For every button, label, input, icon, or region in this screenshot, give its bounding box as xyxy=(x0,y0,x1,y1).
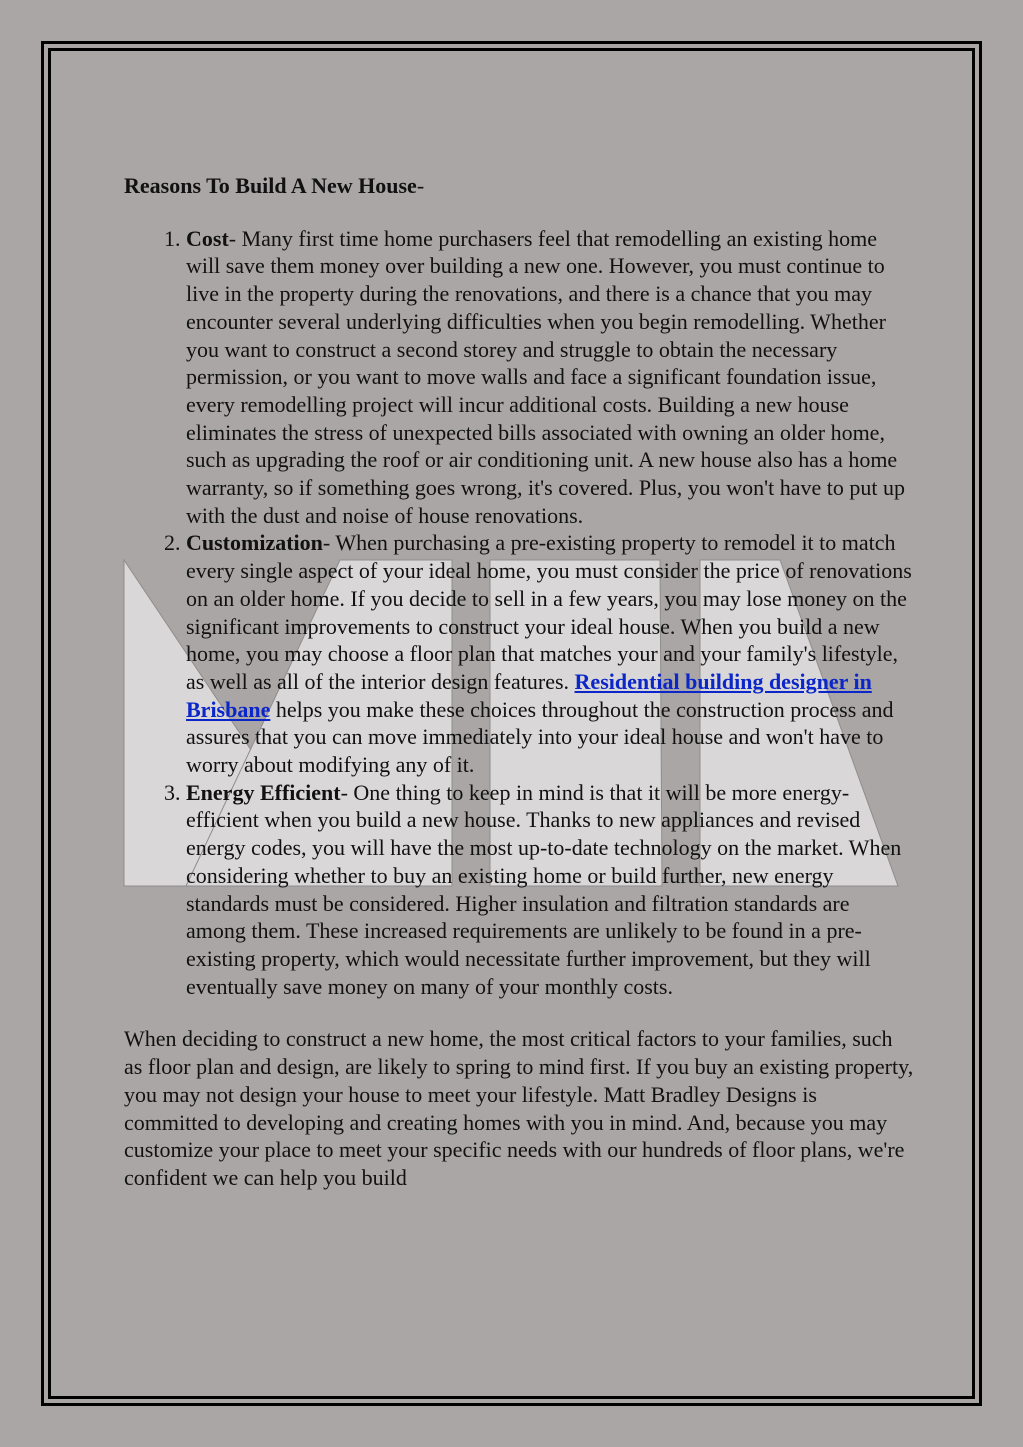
reason-item-cost xyxy=(186,225,914,530)
residential-designer-link[interactable]: Residential building designer in Brisbane xyxy=(186,668,872,722)
reason-term: Energy Efficient xyxy=(186,779,341,805)
reason-item-customization xyxy=(186,529,914,778)
reason-text-continued: helps you make these choices throughout the construction process and assures that you can move immediately into your ideal house and won't have to worry about modifying any of it. xyxy=(186,696,894,778)
reason-term: Cost xyxy=(186,225,229,251)
reason-text: - One thing to keep in mind is that it will be more energy-efficient when you build a new house. Thanks to new appliances and revised energy codes, you will have the most up-to-date technology on the market. When considering whether to buy an existing home or build further, new energy standards must be considered. Higher insulation and filtration standards are among them. These increased requirements are unlikely to be found in a pre-existing property, which would necessitate further improvement, but they will eventually save money on many of your monthly costs. xyxy=(186,779,902,999)
reason-text: - Many first time home purchasers feel that remodelling an existing home will save them money over building a new one. However, you must continue to live in the property during the renovations, and there is a chance that you may encounter several underlying difficulties when you begin remodelling. Whether you want to construct a second storey and struggle to obtain the necessary permission, or you want to move walls and face a significant foundation issue, every remodelling project will incur additional costs. Building a new house eliminates the stress of unexpected bills associated with owning an older home, such as upgrading the roof or air conditioning unit. A new house also has a home warranty, so if something goes wrong, it's covered. Plus, you won't have to put up with the dust and noise of house renovations. xyxy=(186,225,905,528)
section-heading xyxy=(124,172,914,200)
reason-term: Customization xyxy=(186,530,323,556)
closing-paragraph: When deciding to construct a new home, the most critical factors to your families, such as floor plan and design, are likely to spring to mind first. If you buy an existing property, you may not design your house to meet your lifestyle. Matt Bradley Designs is committed to developing and creating homes with you in mind. And, because you may customize your place to meet your specific needs with our hundreds of floor plans, we're confident we can help you build xyxy=(124,1026,914,1190)
reason-text: - When purchasing a pre-existing property to remodel it to match every single aspect of your ideal home, you must consider the price of renovations on an older home. If you decide to sell in a few years, you may lose money on the significant improvements to construct your ideal house. When you build a new home, you may choose a floor plan that matches your and your family's lifestyle, as well as all of the interior design features. xyxy=(186,530,912,694)
document-body xyxy=(124,172,914,1192)
section-heading-title: Reasons To Build A New House xyxy=(124,173,417,198)
reasons-list xyxy=(124,225,914,1001)
reason-item-energy-efficient xyxy=(186,779,914,1001)
section-heading-dash: - xyxy=(416,173,425,198)
